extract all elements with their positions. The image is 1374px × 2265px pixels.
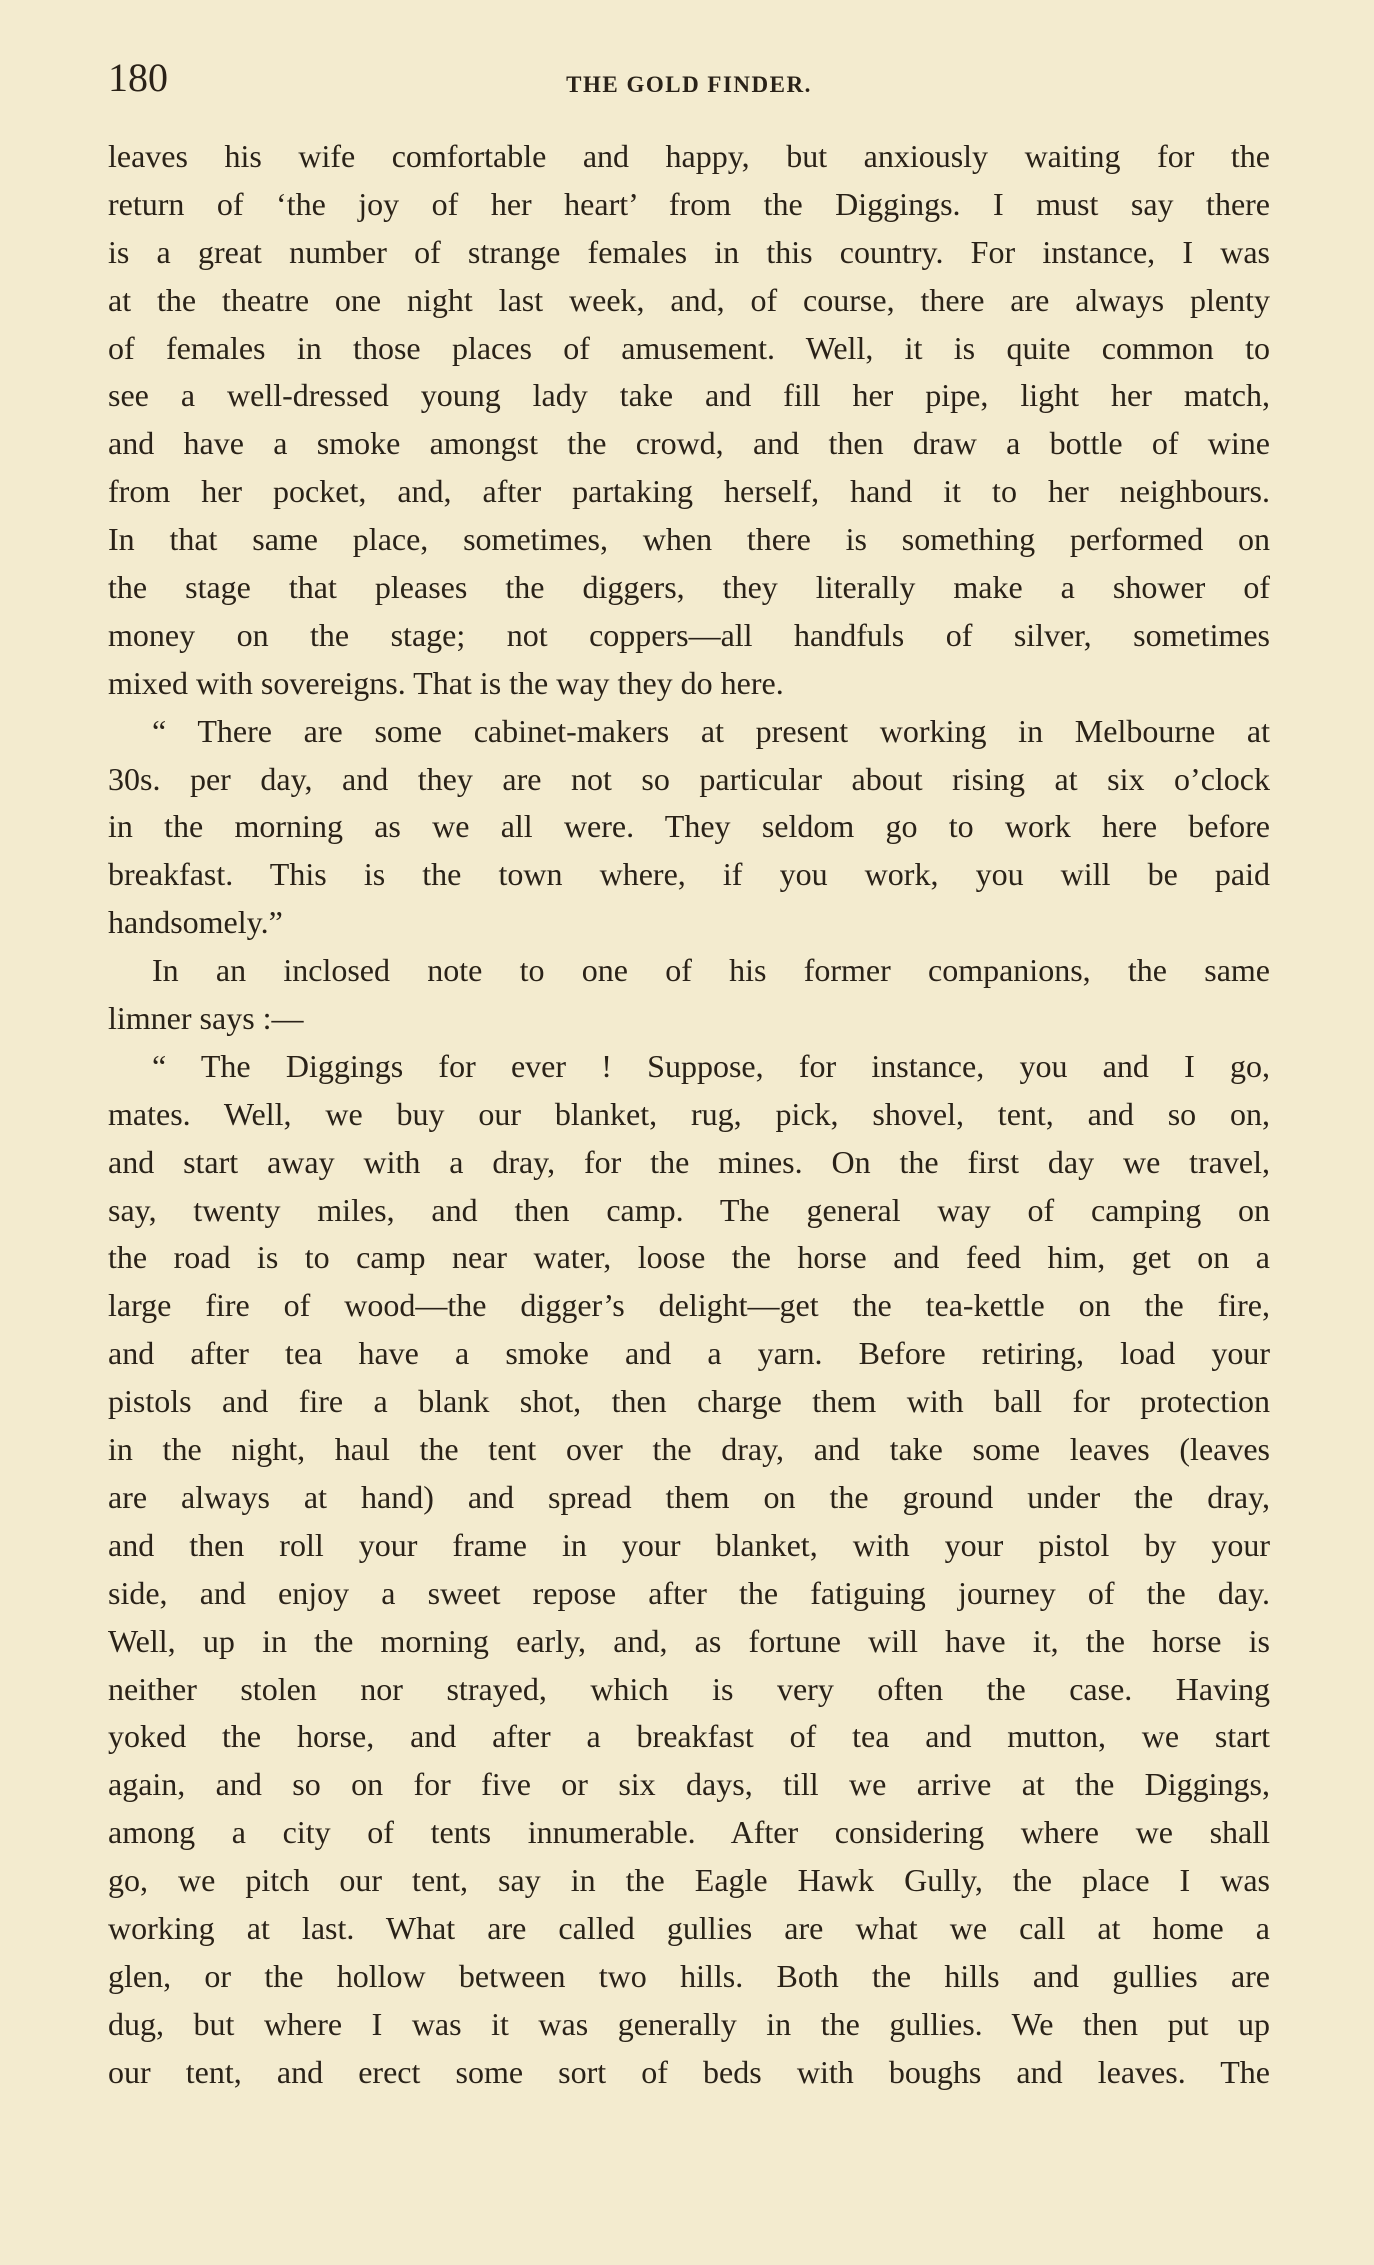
text-line: among a city of tents innumerable. After considering where we shall bbox=[108, 1814, 1270, 1851]
text-line: see a well-dressed young lady take and fill her pipe, light her match, bbox=[108, 377, 1270, 414]
text-line: pistols and fire a blank shot, then charge them with ball for protection bbox=[108, 1383, 1270, 1420]
text-line: again, and so on for five or six days, till we arrive at the Diggings, bbox=[108, 1766, 1270, 1803]
text-line: limner says :— bbox=[108, 1000, 304, 1037]
text-line: leaves his wife comfortable and happy, but anxiously waiting for the bbox=[108, 138, 1270, 174]
text-line: breakfast. This is the town where, if you work, you will be paid bbox=[108, 856, 1270, 893]
text-line: say, twenty miles, and then camp. The general way of camping on bbox=[108, 1191, 1270, 1228]
text-line: neither stolen nor strayed, which is very often the case. Having bbox=[108, 1670, 1270, 1707]
text-line: Well, up in the morning early, and, as fortune will have it, the horse is bbox=[108, 1622, 1270, 1659]
text-line: are always at hand) and spread them on the ground under the dray, bbox=[108, 1478, 1270, 1515]
text-line: the stage that pleases the diggers, they literally make a shower of bbox=[108, 569, 1270, 606]
text-line: side, and enjoy a sweet repose after the fatiguing journey of the day. bbox=[108, 1574, 1270, 1611]
text-line: and start away with a dray, for the mines. On the first day we travel, bbox=[108, 1143, 1270, 1180]
text-line: In an inclosed note to one of his former companions, the same bbox=[152, 952, 1270, 989]
text-line: from her pocket, and, after partaking herself, hand it to her neighbours. bbox=[108, 473, 1270, 510]
text-line: is a great number of strange females in this country. For instance, I was bbox=[108, 233, 1270, 270]
text-line: In that same place, sometimes, when there is something performed on bbox=[108, 521, 1270, 558]
text-line: and after tea have a smoke and a yarn. Before retiring, load your bbox=[108, 1335, 1270, 1372]
running-head: THE GOLD FINDER. bbox=[566, 72, 812, 97]
text-line: our tent, and erect some sort of beds with boughs and leaves. The bbox=[108, 2053, 1270, 2090]
page-number: 180 bbox=[108, 55, 168, 100]
text-line: “ The Diggings for ever ! Suppose, for instance, you and I go, bbox=[152, 1047, 1270, 1084]
text-line: go, we pitch our tent, say in the Eagle Hawk Gully, the place I was bbox=[108, 1862, 1270, 1899]
text-line: mixed with sovereigns. That is the way they do here. bbox=[108, 664, 784, 701]
text-line: of females in those places of amusement. Well, it is quite common to bbox=[108, 329, 1270, 366]
text-line: and have a smoke amongst the crowd, and then draw a bottle of wine bbox=[108, 425, 1270, 462]
text-line: handsomely.” bbox=[108, 904, 283, 941]
text-line: return of ‘the joy of her heart’ from the Diggings. I must say there bbox=[108, 185, 1270, 222]
text-line: 30s. per day, and they are not so particular about rising at six o’clock bbox=[108, 760, 1270, 797]
page-header bbox=[108, 55, 1270, 118]
text-line: dug, but where I was it was generally in the gullies. We then put up bbox=[108, 2005, 1270, 2042]
text-line: “ There are some cabinet-makers at present working in Melbourne at bbox=[152, 712, 1270, 749]
text-line: mates. Well, we buy our blanket, rug, pick, shovel, tent, and so on, bbox=[108, 1095, 1270, 1132]
text-line: glen, or the hollow between two hills. Both the hills and gullies are bbox=[108, 1957, 1270, 1994]
text-line: in the morning as we all were. They seldom go to work here before bbox=[108, 808, 1270, 845]
text-line: yoked the horse, and after a breakfast of tea and mutton, we start bbox=[108, 1718, 1270, 1755]
text-line: and then roll your frame in your blanket, with your pistol by your bbox=[108, 1526, 1270, 1563]
text-line: working at last. What are called gullies are what we call at home a bbox=[108, 1909, 1270, 1946]
text-line: at the theatre one night last week, and, of course, there are always plenty bbox=[108, 281, 1270, 318]
body-text bbox=[108, 133, 1270, 2097]
text-line: large fire of wood—the digger’s delight—get the tea-kettle on the fire, bbox=[108, 1287, 1270, 1324]
text-line: the road is to camp near water, loose the horse and feed him, get on a bbox=[108, 1239, 1270, 1276]
text-line: money on the stage; not coppers—all handfuls of silver, sometimes bbox=[108, 616, 1270, 653]
text-line: in the night, haul the tent over the dray, and take some leaves (leaves bbox=[108, 1431, 1270, 1468]
